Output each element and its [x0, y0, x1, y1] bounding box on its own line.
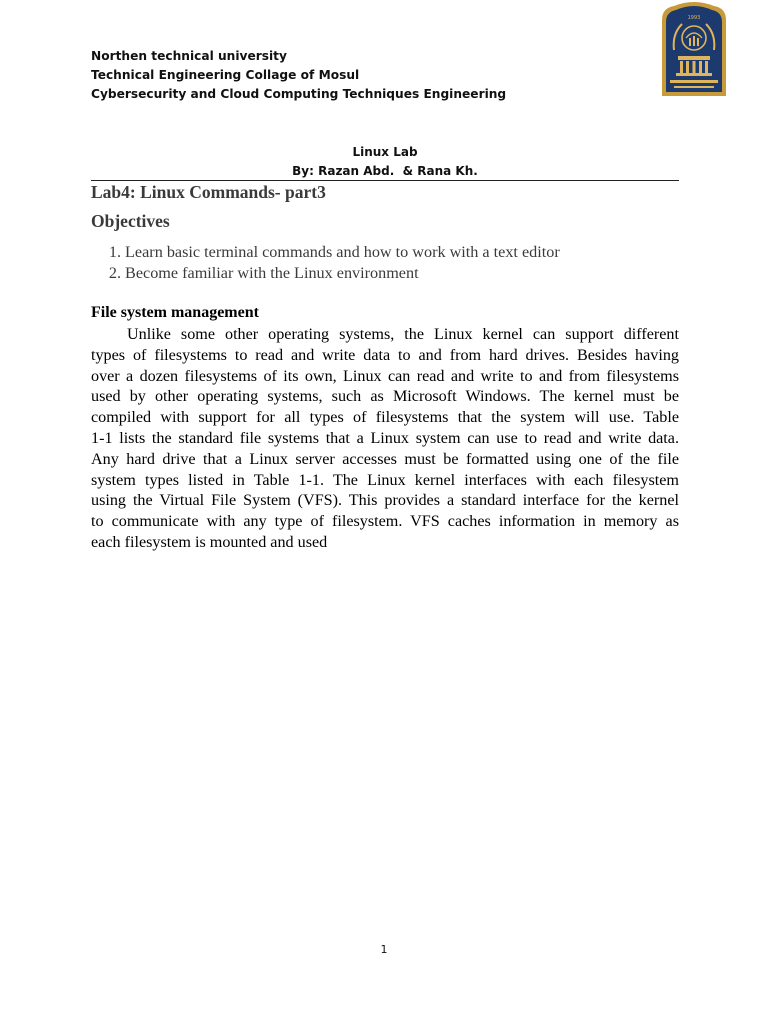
list-item-number: 2. — [108, 264, 121, 282]
paragraph-line: types of filesystems to read and write data to and from hard drives. Besides having — [91, 346, 679, 364]
lab-title: Lab4: Linux Commands- part3 — [91, 182, 326, 202]
list-item — [91, 242, 560, 263]
svg-text:1993: 1993 — [687, 15, 701, 21]
course-info — [91, 143, 679, 181]
section-heading: File system management — [91, 304, 259, 321]
paragraph-line: using the Virtual File System (VFS). This provides a standard interface for the kernel — [91, 492, 679, 510]
university-crest-icon — [658, 0, 730, 102]
institution-line: Cybersecurity and Cloud Computing Techniques Engineering — [91, 87, 507, 101]
list-item — [91, 263, 560, 284]
paragraph-line: compiled with support for all types of filesystems that the system will use. Table — [91, 409, 679, 427]
paragraph-line: Any hard drive that a Linux server accesses must be formatted using one of the file — [91, 450, 679, 468]
paragraph-line: 1-1 lists the standard file systems that a Linux system can use to read and write data. — [91, 429, 679, 447]
paragraph-line: to communicate with any type of filesystem. VFS caches information in memory as — [91, 513, 679, 531]
objectives-heading: Objectives — [91, 211, 170, 231]
course-title: Linux Lab — [352, 145, 418, 159]
paragraph-line: used by other operating systems, such as Microsoft Windows. The kernel must be — [91, 388, 679, 406]
header-divider — [91, 180, 679, 181]
objectives-list — [91, 242, 560, 284]
institution-line: Technical Engineering Collage of Mosul — [91, 68, 360, 82]
page-number: 1 — [380, 943, 388, 956]
list-item-text: Become familiar with the Linux environment — [125, 264, 419, 282]
paragraph-line: system types listed in Table 1-1. The Linux kernel interfaces with each filesystem — [91, 471, 679, 489]
section-paragraph — [91, 325, 679, 554]
paragraph-line: over a dozen filesystems of its own, Linux can read and write to and from filesystems — [91, 367, 679, 385]
paragraph-line: each filesystem is mounted and used — [91, 533, 328, 551]
paragraph-line: Unlike some other operating systems, the Linux kernel can support different — [127, 326, 679, 343]
list-item-text: Learn basic terminal commands and how to work with a text editor — [125, 243, 560, 261]
list-item-number: 1. — [108, 243, 121, 261]
course-authors: By: Razan Abd. & Rana Kh. — [292, 164, 478, 178]
institution-line: Northen technical university — [91, 49, 287, 63]
institution-header — [91, 47, 506, 104]
